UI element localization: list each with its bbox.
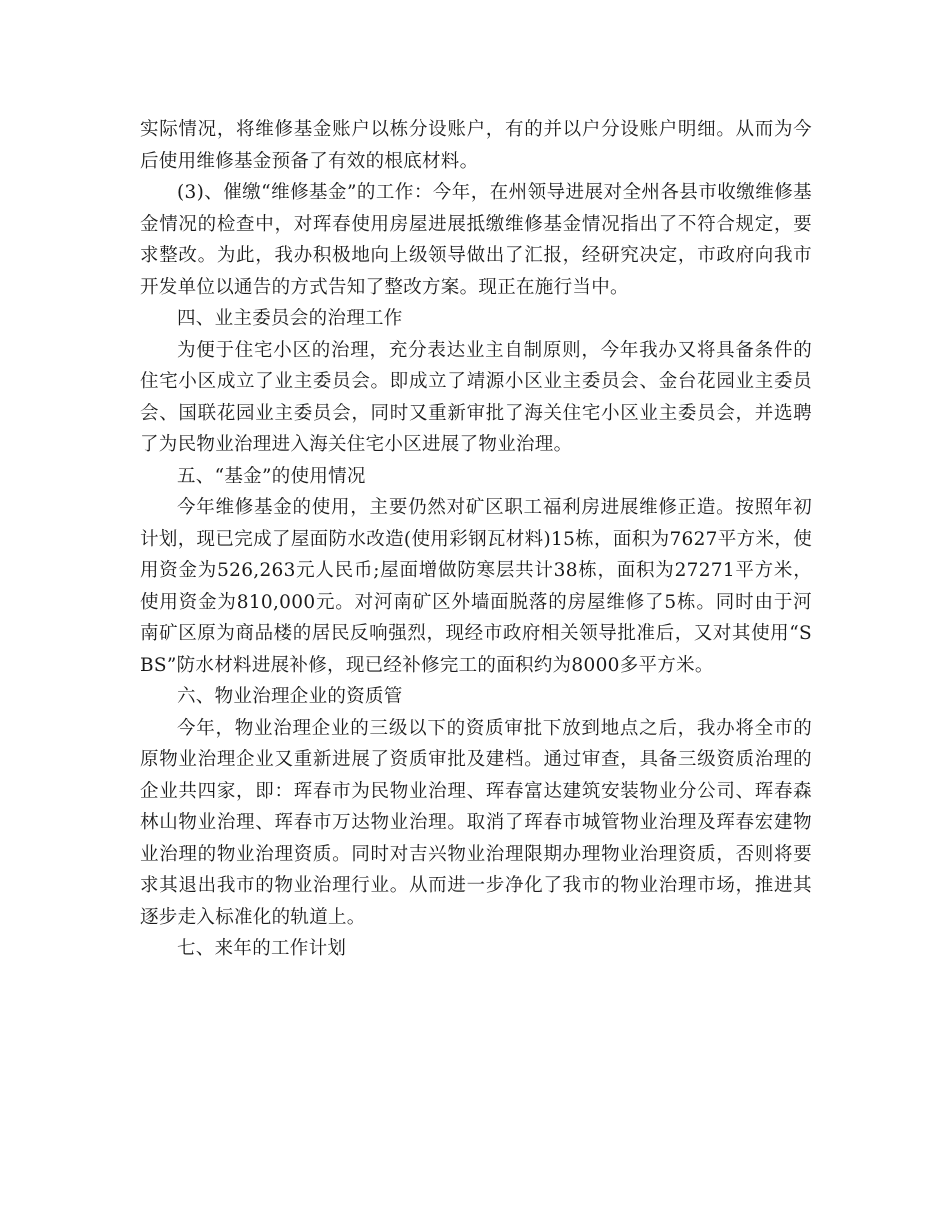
paragraph-enterprise-qualification: 今年，物业治理企业的三级以下的资质审批下放到地点之后，我办将全市的原物业治理企业又重新进展了资质审批及建档。通过审查，具备三级资质治理的企业共四家，即：珲春市为民物业治理、珲春富达建筑安装物业分公司、珲春森林山物业治理、珲春市万达物业治理。取消了珲春市城管物业治理及珲春宏建物业治理的物业治理资质。同时对吉兴物业治理限期办理物业治理资质，否则将要求其退出我市的物业治理行业。从而进一步净化了我市的物业治理市场，推进其逐步走入标准化的轨道上。 [140, 717, 812, 928]
paragraph-maintenance-fund-collection: (3)、催缴“维修基金”的工作：今年，在州领导进展对全州各县市收缴维修基金情况的检查中，对珲春使用房屋进展抵缴维修基金情况指出了不符合规定，要求整改。为此，我办积极地向上级领导做出了汇报，经研究决定，市政府向我市开发单位以通告的方式告知了整改方案。现正在施行当中。 [140, 182, 812, 298]
paragraph-continuation: 实际情况，将维修基金账户以栋分设账户，有的并以户分设账户明细。从而为今后使用维修基金预备了有效的根底材料。 [140, 119, 812, 172]
paragraph-owners-committee: 为便于住宅小区的治理，充分表达业主自制原则，今年我办又将具备条件的住宅小区成立了业主委员会。即成立了靖源小区业主委员会、金台花园业主委员会、国联花园业主委员会，同时又重新审批了海关住宅小区业主委员会，并选聘了为民物业治理进入海关住宅小区进展了物业治理。 [140, 339, 812, 455]
section-heading-next-year-plan: 七、来年的工作计划 [177, 938, 347, 959]
section-heading-enterprise-qualification: 六、物业治理企业的资质管 [177, 686, 403, 707]
paragraph-fund-usage: 今年维修基金的使用，主要仍然对矿区职工福利房进展维修正造。按照年初计划，现已完成了屋面防水改造(使用彩钢瓦材料)15栋，面积为7627平方米，使用资金为526,263元人民币;屋面增做防寒层共计38栋，面积为27271平方米，使用资金为810,000元。对河南矿区外墙面脱落的房屋维修了5栋。同时由于河南矿区原为商品楼的居民反响强烈，现经市政府相关领导批准后，又对其使用“SBS”防水材料进展补修，现已经补修完工的面积约为8000多平方米。 [140, 497, 812, 676]
section-heading-fund-usage: 五、“基金”的使用情况 [177, 465, 366, 487]
document-body [140, 114, 812, 965]
section-heading-owners-committee: 四、业主委员会的治理工作 [177, 308, 403, 329]
